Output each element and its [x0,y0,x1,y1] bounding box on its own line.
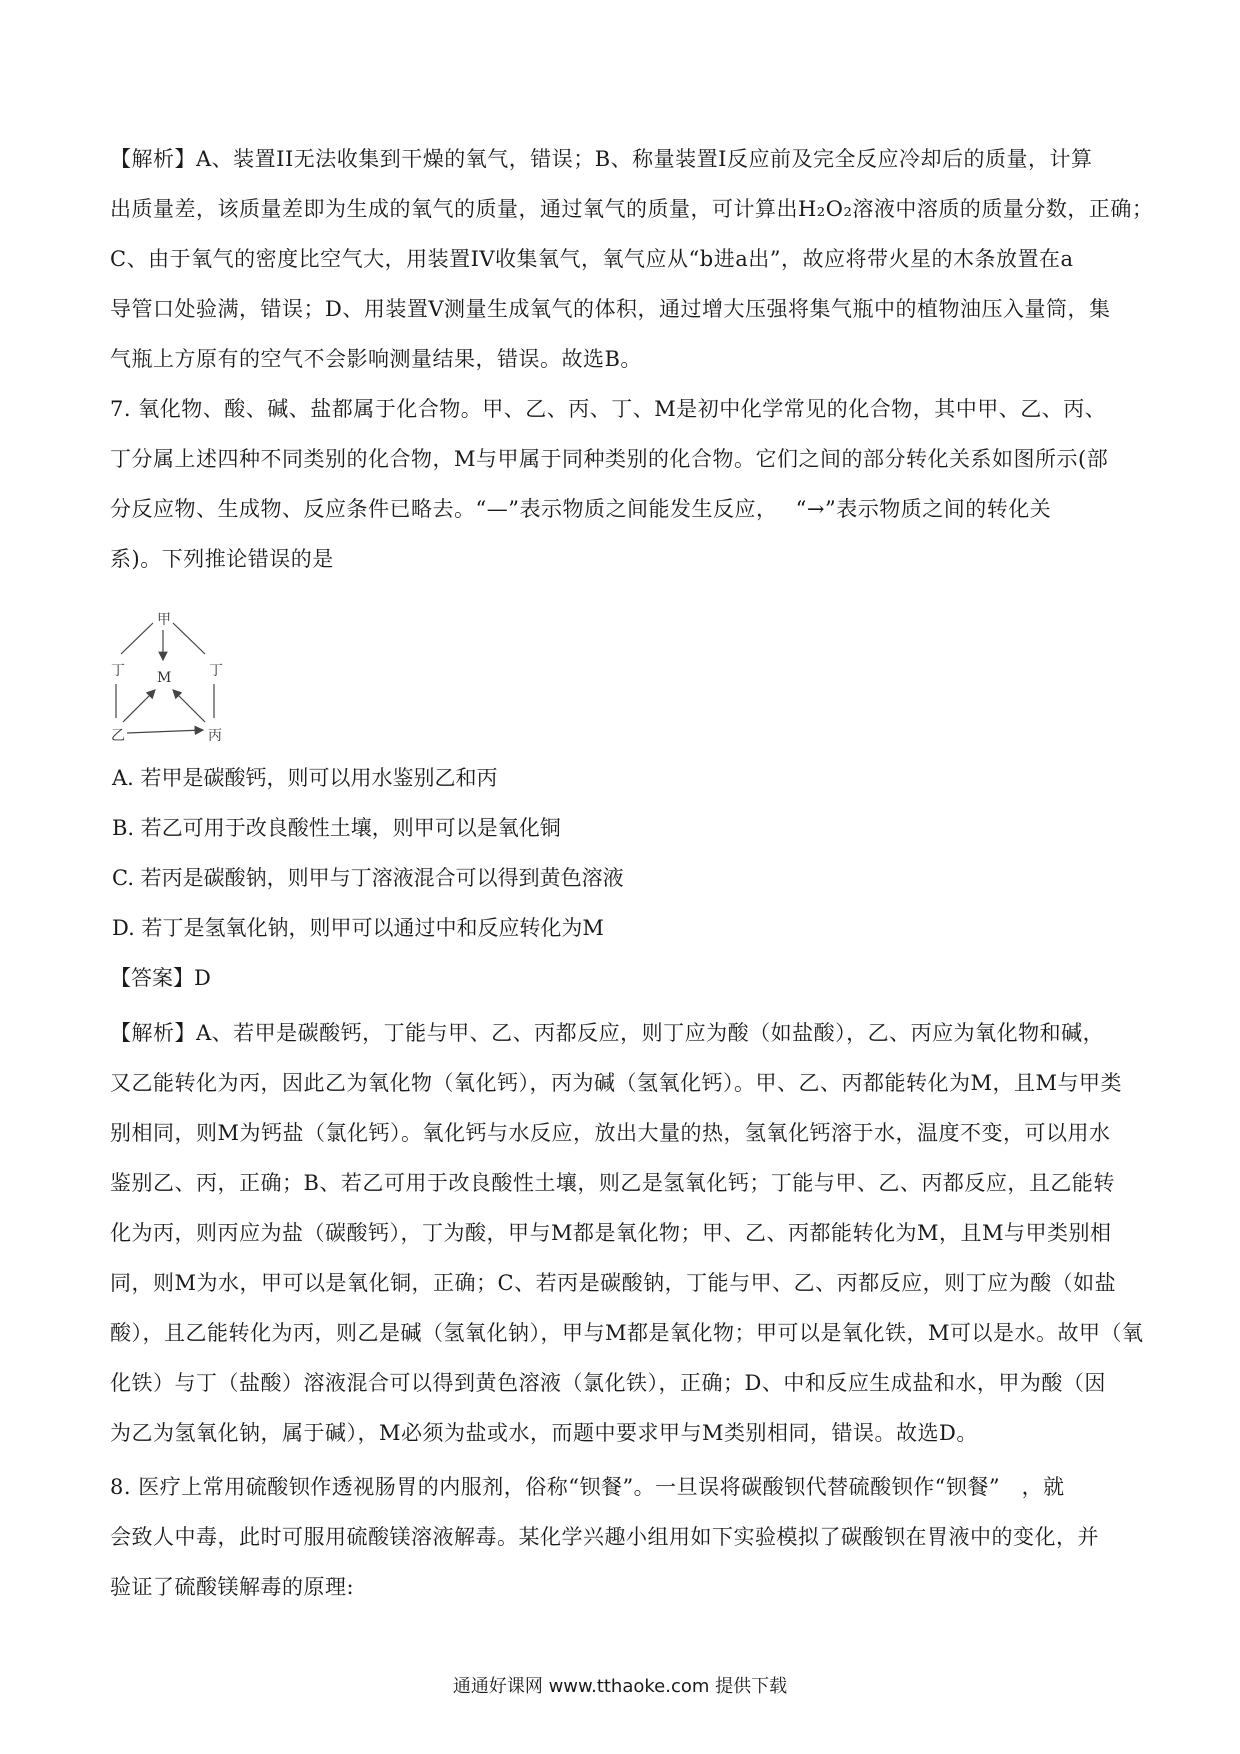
conversion-diagram [105,610,275,745]
text-line: 出质量差，该质量差即为生成的氧气的质量，通过氧气的质量，可计算出H₂O₂溶液中溶质的质量分数，正确； [110,197,1154,221]
diagram-label-ding-right: 丁 [209,663,223,679]
answer-label: 【答案】D [110,966,211,990]
text-line: 同，则M为水，甲可以是氧化铜，正确；C、若丙是碳酸钠，丁能与甲、乙、丙都反应，则丁应为酸（如盐 [110,1271,1117,1295]
text-line: 气瓶上方原有的空气不会影响测量结果，错误。故选B。 [110,347,642,371]
text-line: C、由于氧气的密度比空气大，用装置IV收集氧气，氧气应从“b进a出”，故应将带火星的木条放置在a [110,247,1074,271]
arrow-bing-m [173,690,205,722]
text-line: 导管口处验满，错误；D、用装置V测量生成氧气的体积，通过增大压强将集气瓶中的植物油压入量筒，集 [110,297,1111,321]
text-line: 别相同，则M为钙盐（氯化钙）。氧化钙与水反应，放出大量的热，氢氧化钙溶于水，温度不变，可以用水 [110,1121,1111,1145]
question-8-stem [110,1462,1130,1612]
question-7-stem [110,384,1130,584]
text-line: 【解析】A、若甲是碳酸钙，丁能与甲、乙、丙都反应，则丁应为酸（如盐酸），乙、丙应为氧化物和碱， [110,1021,1105,1045]
line-jia-ding-right [173,623,205,654]
option-a: A. 若甲是碳酸钙，则可以用水鉴别乙和丙 [112,766,498,790]
option-b: B. 若乙可用于改良酸性土壤，则甲可以是氧化铜 [112,816,561,840]
text-line: 分反应物、生成物、反应条件已略去。“—”表示物质之间能发生反应， “→”表示物质之间的转化关 [110,497,1052,521]
diagram-label-m: M [157,670,172,686]
text-line: 会致人中毒，此时可服用硫酸镁溶液解毒。某化学兴趣小组用如下实验模拟了碳酸钡在胃液中的变化，并 [110,1525,1099,1549]
page-footer: 通通好课网 www.tthaoke.com 提供下载 [452,1676,788,1697]
diagram-label-yi: 乙 [111,728,125,744]
text-line: 化为丙，则丙应为盐（碳酸钙），丁为酸，甲与M都是氧化物；甲、乙、丙都能转化为M，且M与甲类别相 [110,1221,1112,1245]
text-line: 【解析】A、装置II无法收集到干燥的氧气，错误；B、称量装置I反应前及完全反应冷却后的质量，计算 [110,147,1093,171]
option-d: D. 若丁是氢氧化钠，则甲可以通过中和反应转化为M [112,916,604,940]
diagram-label-jia: 甲 [157,612,171,628]
text-line: 又乙能转化为丙，因此乙为氧化物（氧化钙），丙为碱（氢氧化钙）。甲、乙、丙都能转化为M，且M与甲类 [110,1071,1123,1095]
analysis-paragraph-1 [110,134,1154,384]
diagram-label-ding-left: 丁 [111,663,125,679]
text-line: 7. 氧化物、酸、碱、盐都属于化合物。甲、乙、丙、丁、M是初中化学常见的化合物，其中甲、乙、丙、 [110,397,1107,421]
text-line: 酸），且乙能转化为丙，则乙是碱（氢氧化钠），甲与M都是氧化物；甲可以是氧化铁，M可以是水。故甲（氧 [110,1321,1144,1345]
text-line: 验证了硫酸镁解毒的原理: [110,1575,355,1599]
text-line: 化铁）与丁（盐酸）溶液混合可以得到黄色溶液（氯化铁），正确；D、中和反应生成盐和水，甲为酸（因 [110,1371,1106,1395]
text-line: 系)。下列推论错误的是 [110,547,334,571]
text-line: 丁分属上述四种不同类别的化合物，M与甲属于同种类别的化合物。它们之间的部分转化关系如图所示(部 [110,447,1109,471]
arrow-yi-bing [127,730,203,733]
text-line: 鉴别乙、丙，正确；B、若乙可用于改良酸性土壤，则乙是氢氧化钙；丁能与甲、乙、丙都反应，且乙能转 [110,1171,1115,1195]
option-c: C. 若丙是碳酸钠，则甲与丁溶液混合可以得到黄色溶液 [112,866,624,890]
text-line: 8. 医疗上常用硫酸钡作透视肠胃的内服剂，俗称“钡餐”。一旦误将碳酸钡代替硫酸钡作“钡餐” ，就 [110,1475,1065,1499]
diagram-label-bing: 丙 [208,728,222,744]
analysis-paragraph-2 [110,1008,1144,1458]
line-jia-ding [121,623,153,654]
arrow-yi-m [123,690,155,722]
text-line: 为乙为氢氧化钠，属于碱），M必须为盐或水，而题中要求甲与M类别相同，错误。故选D。 [110,1421,978,1445]
